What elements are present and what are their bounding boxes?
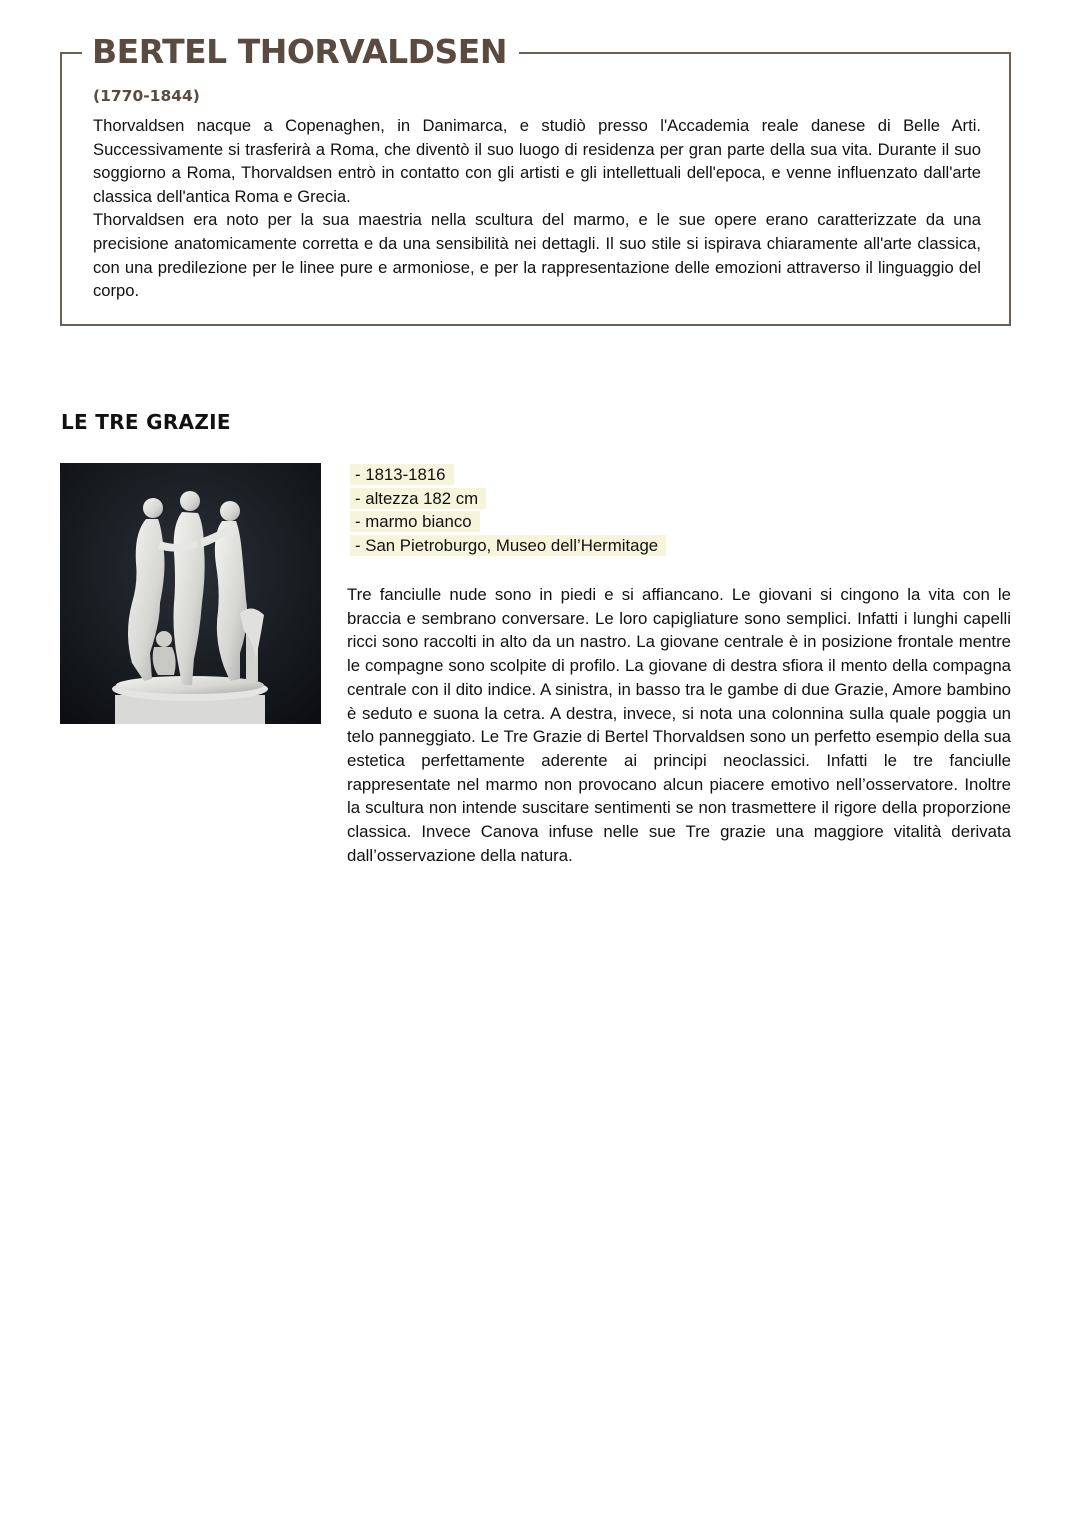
fact-material [350, 510, 666, 534]
biography-paragraph: Thorvaldsen nacque a Copenaghen, in Danimarca, e studiò presso l'Accademia reale danese di Belle Arti. Successivamente si trasferirà a Roma, che diventò il suo luogo di residenza per gran parte della sua vita. Durante il suo soggiorno a Roma, Thorvaldsen entrò in contatto con gli artisti e gli intellettuali dell'epoca, e venne influenzato dall'arte classica dell'antica Roma e Grecia. [93, 116, 981, 206]
artwork-title: LE TRE GRAZIE [61, 410, 231, 434]
artwork-description-text: Tre fanciulle nude sono in piedi e si affiancano. Le giovani si cingono la vita con le braccia e sembrano conversare. Le loro capigliature sono semplici. Infatti i lunghi capelli ricci sono raccolti in alto da un nastro. La giovane centrale è in posizione frontale mentre le compagne sono scolpite di profilo. La giovane di destra sfiora il mento della compagna centrale con il dito indice. A sinistra, in basso tra le gambe di due Grazie, Amore bambino è seduto e suona la cetra. A destra, invece, si nota una colonnina sulla quale poggia un telo panneggiato. Le Tre Grazie di Bertel Thorvaldsen sono un perfetto esempio della sua estetica perfettamente aderente ai principi neoclassici. Infatti le tre fanciulle rappresentate nel marmo non provocano alcun piacere emotivo nell’osservatore. Inoltre la scultura non intende suscitare sentimenti se non trasmettere il rigore della proporzione classica. Invece Canova infuse nelle sue Tre grazie una maggiore vitalità derivata dall’osservazione della natura. [347, 585, 1011, 865]
fact-date-text: - 1813-1816 [350, 464, 454, 485]
fact-material-text: - marmo bianco [350, 511, 480, 532]
biography-box [60, 32, 1011, 326]
fact-height [350, 487, 666, 511]
artwork-facts [350, 463, 666, 558]
page-title: BERTEL THORVALDSEN [82, 32, 519, 72]
life-dates: (1770-1844) [93, 87, 200, 105]
artwork-description [58, 583, 1011, 868]
image-wrap-spacer [58, 583, 347, 868]
fact-location-text: - San Pietroburgo, Museo dell’Hermitage [350, 535, 666, 556]
fact-height-text: - altezza 182 cm [350, 488, 486, 509]
biography-text [93, 114, 981, 303]
fact-location [350, 534, 666, 558]
fact-date [350, 463, 666, 487]
biography-paragraph: Thorvaldsen era noto per la sua maestria nella scultura del marmo, e le sue opere erano caratterizzate da una precisione anatomicamente corretta e da una sensibilità nei dettagli. Il suo stile si ispirava chiaramente all'arte classica, con una predilezione per le linee pure e armoniose, e per la rappresentazione delle emozioni attraverso il linguaggio del corpo. [93, 210, 981, 301]
